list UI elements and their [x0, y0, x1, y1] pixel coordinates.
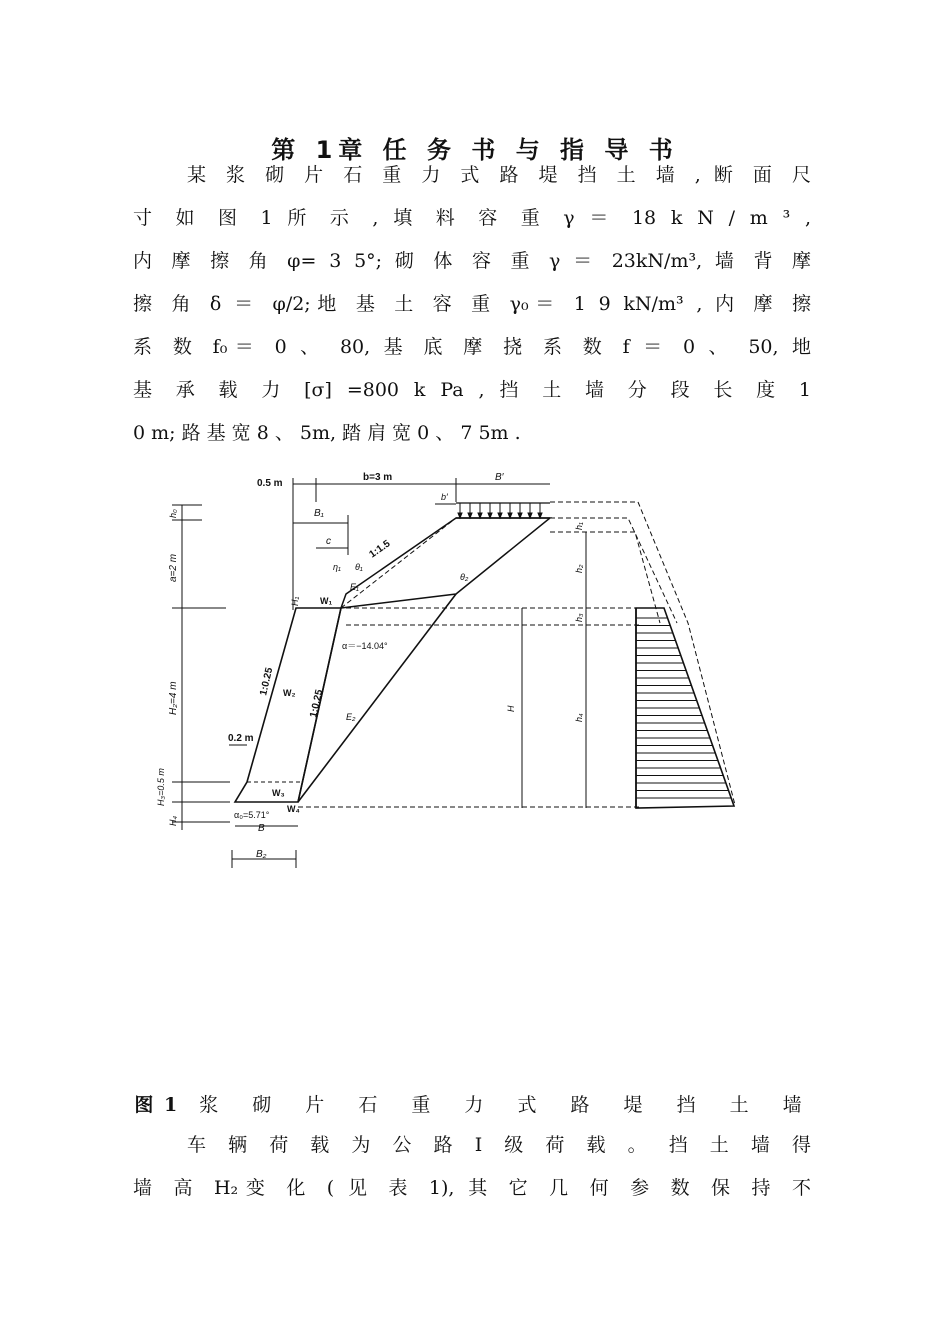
label-W3: W₃ — [272, 788, 285, 798]
label-H1: H₁ — [290, 596, 300, 606]
label-a: a=2 m — [168, 553, 179, 582]
label-H2: H₂=4 m — [168, 681, 179, 715]
label-alpha: α＝−14.04° — [342, 641, 388, 651]
label-B2: B₂ — [256, 849, 267, 860]
label-B-prime: B′ — [495, 472, 504, 483]
paragraph-line: 某 浆 砌 片 石 重 力 式 路 堤 挡 土 墙 , 断 面 尺 — [187, 164, 811, 186]
label-H4: H₄ — [168, 815, 178, 826]
label-E2: E₂ — [346, 712, 356, 722]
paragraph-line: 墙 高 H₂变 化 ( 见 表 1), 其 它 几 何 参 数 保 持 不 — [133, 1177, 811, 1199]
figure-caption — [0, 1090, 950, 1117]
caption-number: 图 1 — [134, 1094, 180, 1116]
paragraph-line: 擦 角 δ ＝ φ/2;地 基 土 容 重 γ₀＝ 1 9 kN/m³ , 内 摩 擦 — [133, 293, 811, 315]
label-toe: 0.2 m — [228, 733, 254, 744]
label-h4: h₄ — [574, 713, 584, 722]
label-h2: h₂ — [574, 564, 584, 573]
label-back-slope: 1:0.25 — [308, 688, 326, 719]
label-shoulder: 0.5 m — [257, 478, 283, 489]
label-theta2: θ₂ — [460, 572, 469, 582]
label-theta1: θ₁ — [355, 562, 363, 572]
paragraph-line: 车 辆 荷 载 为 公 路 Ⅰ 级 荷 载 。 挡 土 墙 得 — [187, 1134, 811, 1156]
chapter-heading: 第 1章 任 务 书 与 指 导 书 — [271, 136, 679, 164]
label-E1: E₁ — [350, 582, 359, 592]
label-W4: W₄ — [287, 804, 300, 814]
label-fill-slope: 1:1.5 — [367, 538, 393, 561]
retaining-wall-figure — [150, 460, 750, 880]
label-front-slope: 1:0.25 — [258, 666, 276, 697]
label-H3: H₃=0.5 m — [156, 768, 166, 806]
label-h1: h₁ — [574, 522, 584, 530]
caption-text: 浆 砌 片 石 重 力 式 路 堤 挡 土 墙 — [199, 1094, 816, 1116]
backfill-section — [341, 518, 550, 608]
wall-body — [235, 608, 341, 802]
paragraph-line: 系 数 f₀＝ 0 、 80, 基 底 摩 挠 系 数 f ＝ 0 、 50, 地 — [133, 336, 811, 358]
label-h0: h₀ — [168, 509, 178, 518]
label-eta: η₁ — [333, 562, 341, 572]
paragraph-line: 0 m; 路 基 宽 8 、 5m, 踏 肩 宽 0 、 7 5m . — [133, 422, 521, 444]
label-W1: W₁ — [320, 596, 333, 606]
label-W2: W₂ — [283, 688, 296, 698]
paragraph-line: 内 摩 擦 角 φ= 3 5°; 砌 体 容 重 γ ＝ 23kN/m³, 墙 背 摩 — [133, 250, 811, 272]
label-b: b=3 m — [363, 472, 393, 483]
label-b-prime: b′ — [441, 492, 448, 502]
label-h3: h₃ — [574, 613, 584, 622]
label-alpha0: α₀=5.71° — [234, 810, 270, 820]
paragraph-line: 基 承 载 力 [σ] =800 k Pa , 挡 土 墙 分 段 长 度 1 — [133, 379, 811, 401]
label-c: c — [326, 536, 331, 547]
label-B1: B₁ — [314, 508, 324, 519]
paragraph-line: 寸 如 图 1 所 示 , 填 料 容 重 γ ＝ 18 k N / m ³ , — [133, 207, 811, 229]
label-H: H — [506, 705, 516, 712]
label-B: B — [258, 823, 265, 834]
